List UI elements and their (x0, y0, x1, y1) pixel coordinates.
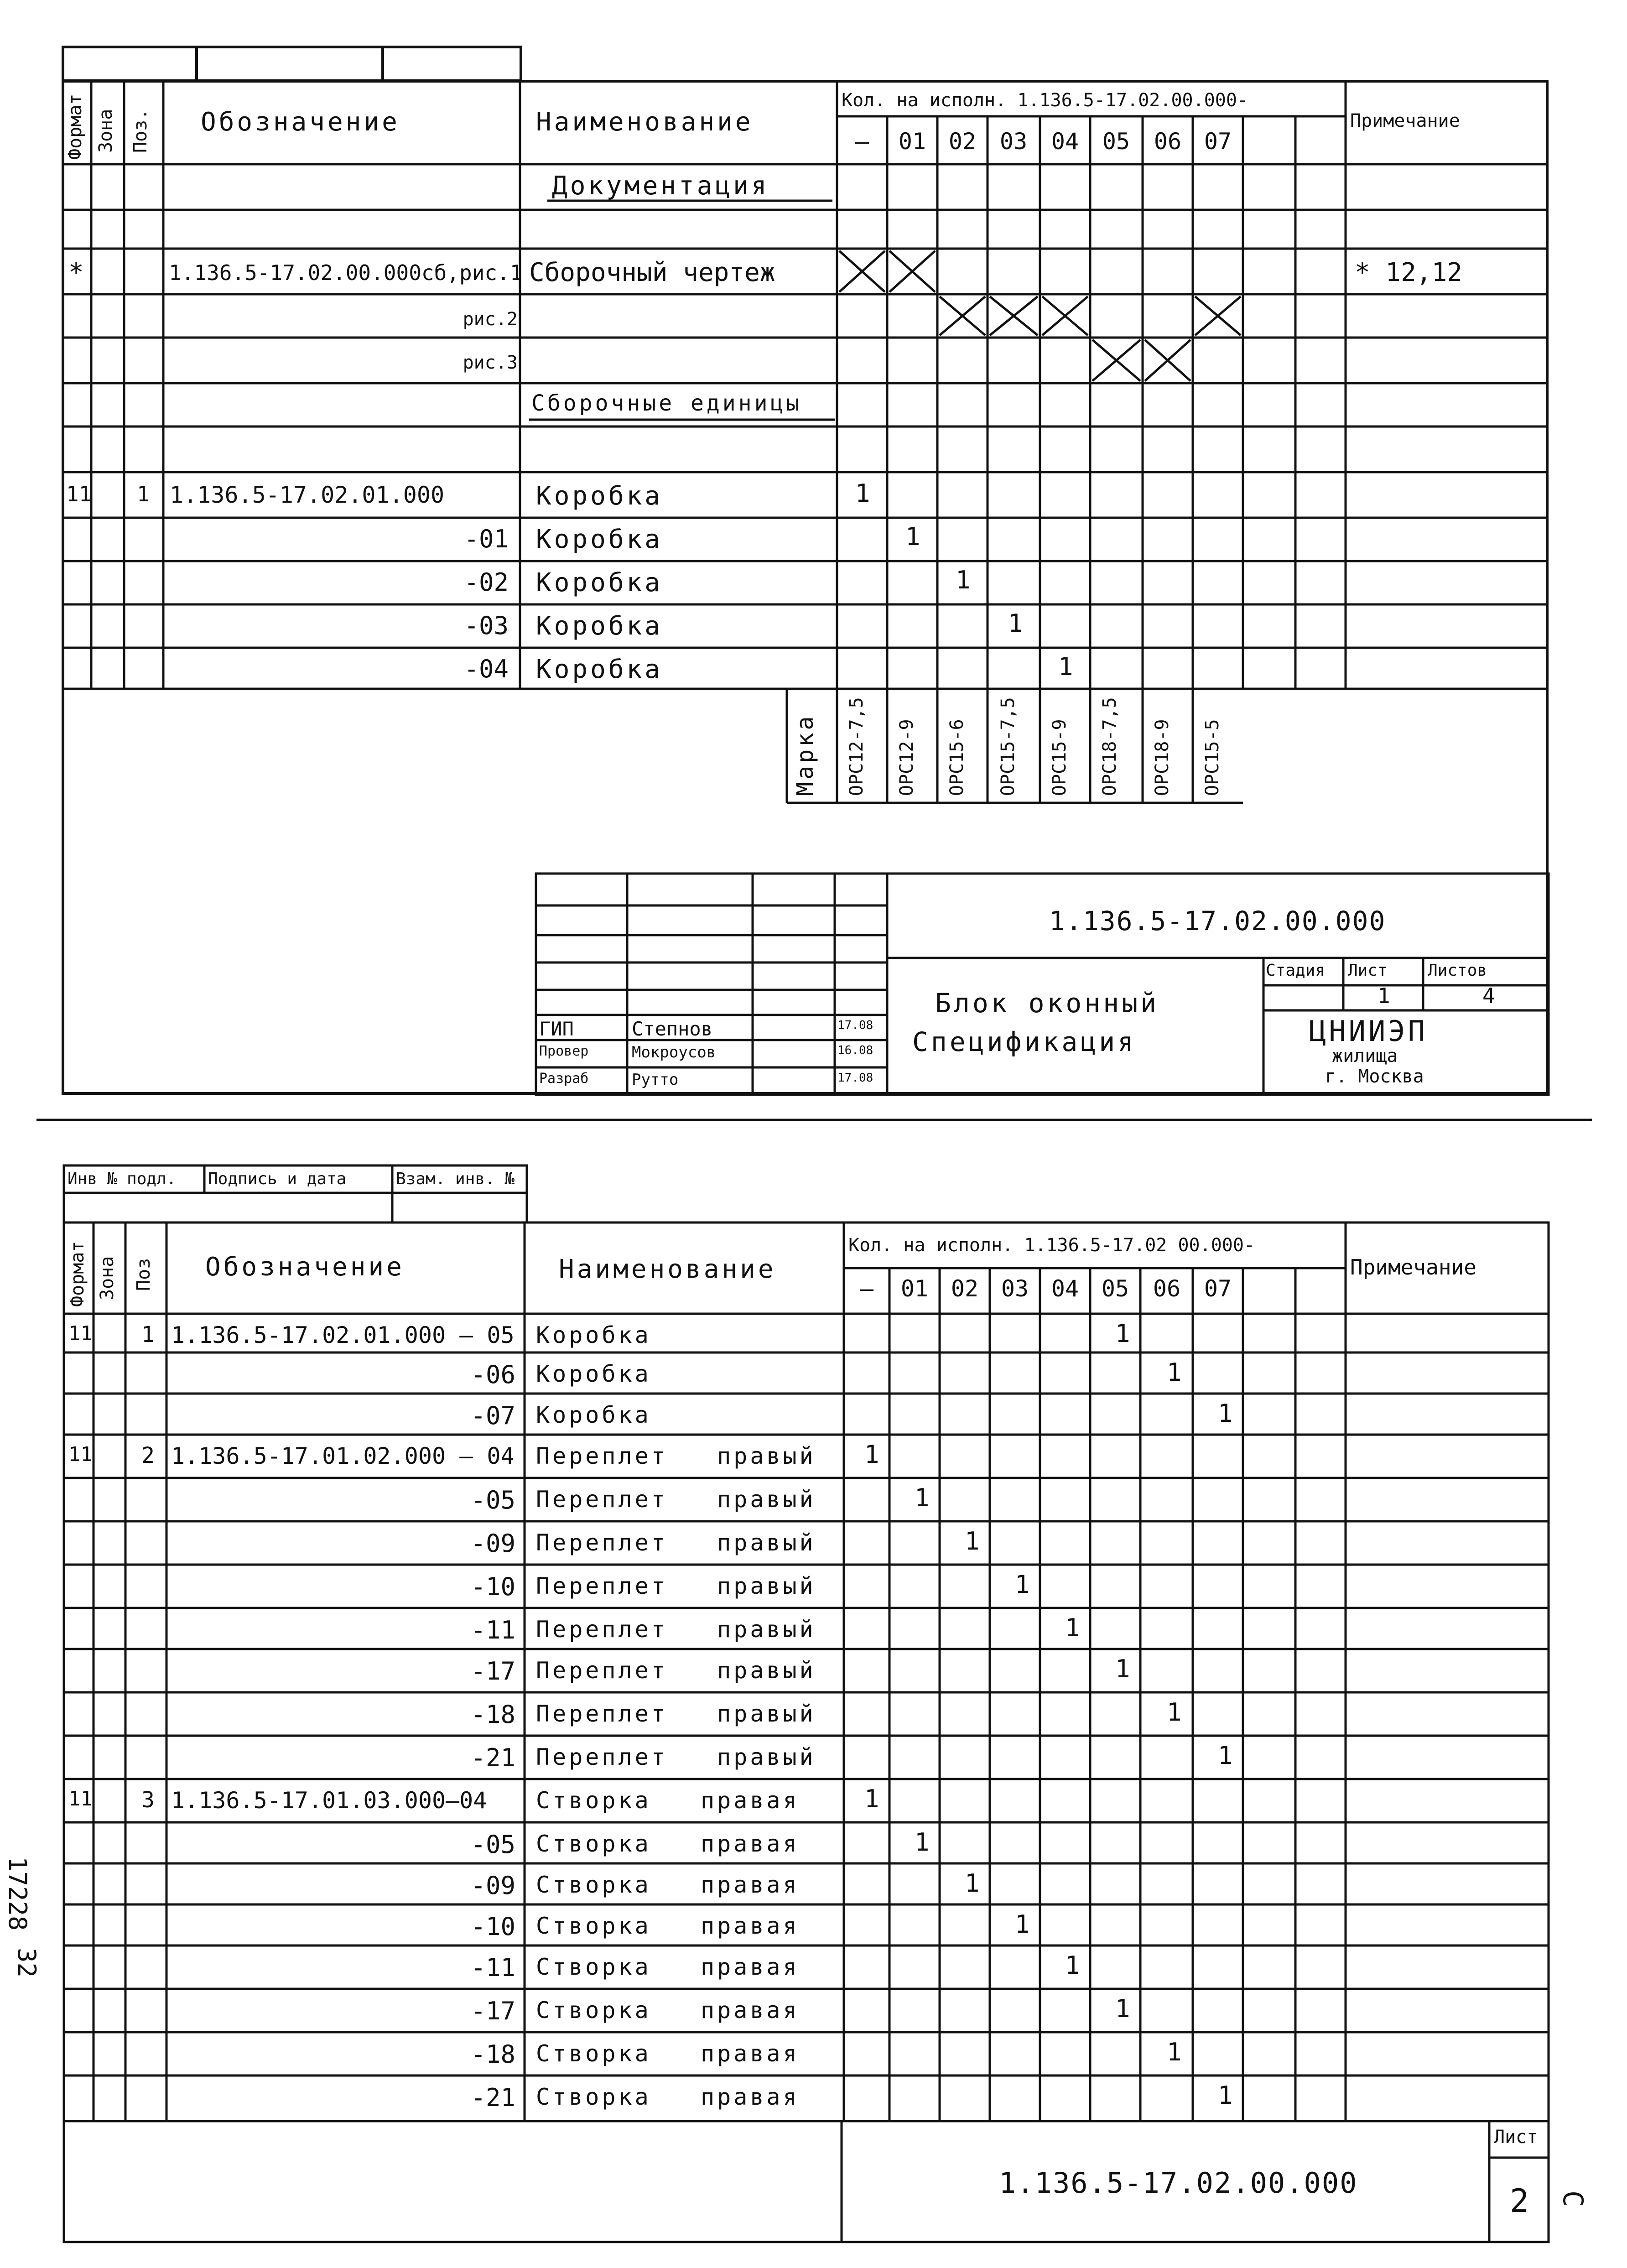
b-row-name: Коробка (536, 1402, 651, 1428)
stamp-role-1: Провер (539, 1043, 589, 1059)
b-row-qty: 1 (1065, 1951, 1080, 1980)
b-col-qty-header: Кол. на исполн. 1.136.5-17.02 00.000- (848, 1235, 1255, 1256)
marka-6: ОРС18-9 (1152, 719, 1173, 796)
b-row-designation: -09 (471, 1871, 515, 1900)
b-row-designation: -09 (471, 1529, 515, 1558)
top-qty-col-4: 04 (1051, 128, 1079, 155)
b-row-name: Створка правая (536, 2040, 800, 2067)
b-footer-code: 1.136.5-17.02.00.000 (999, 2166, 1358, 2200)
b-row-designation: 1.136.5-17.01.03.000—04 (171, 1787, 487, 1814)
b-row-name: Створка правая (536, 1872, 800, 1898)
top-row1-name: Сборочный чертеж (529, 258, 775, 287)
stamp-role-2: Разраб (539, 1071, 589, 1087)
strip-replaces-inv: Взам. инв. № (396, 1170, 515, 1188)
top-row1-format: * (68, 258, 84, 287)
section-documentation: Документация (552, 171, 769, 201)
b-row-designation: -21 (471, 2083, 515, 2112)
stamp-code: 1.136.5-17.02.00.000 (1049, 905, 1386, 936)
b-row-name: Переплет правый (536, 1657, 816, 1684)
b-row-name: Створка правая (536, 1831, 800, 1857)
marka-label: Марка (792, 713, 818, 796)
col-format-header: Формат (65, 94, 86, 160)
top-row8-designation: -04 (464, 655, 509, 683)
b-row-qty: 1 (1167, 1698, 1182, 1727)
b-row-qty: 1 (1167, 1358, 1182, 1387)
top-row8-name: Коробка (536, 655, 663, 684)
top-qty-col-5: 05 (1102, 128, 1130, 155)
b-qty-col-6: 06 (1153, 1275, 1181, 1302)
top-row4-format: 11 (66, 482, 92, 506)
b-row-qty: 1 (1065, 1613, 1080, 1642)
stamp-sheets-value: 4 (1482, 983, 1495, 1008)
stamp-sheet-value: 1 (1377, 983, 1390, 1008)
b-sheet-number: 2 (1510, 2182, 1529, 2220)
b-row-pos: 1 (141, 1322, 155, 1347)
b-qty-col-7: 07 (1204, 1275, 1232, 1302)
b-row-qty: 1 (1218, 1399, 1233, 1428)
b-row-name: Коробка (536, 1322, 651, 1348)
b-row-designation: 1.136.5-17.01.02.000 — 04 (171, 1443, 515, 1469)
b-row-qty: 1 (1115, 1994, 1130, 2023)
top-row7-designation: -03 (464, 611, 509, 640)
b-sheet-label: Лист (1494, 2127, 1538, 2148)
b-row-name: Переплет правый (536, 1529, 816, 1556)
top-row1-note: * 12,12 (1355, 258, 1463, 287)
b-row-name: Переплет правый (536, 1573, 816, 1599)
b-row-designation: -10 (471, 1572, 515, 1601)
b-row-qty: 1 (1115, 1319, 1130, 1348)
b-qty-col-3: 03 (1001, 1275, 1029, 1302)
b-row-name: Створка правая (536, 2084, 800, 2110)
top-qty-col-0: — (855, 128, 869, 155)
top-qty-col-1: 01 (898, 128, 926, 155)
top-row4-name: Коробка (536, 481, 663, 511)
b-row-qty: 1 (864, 1784, 879, 1813)
top-row6-qty: 1 (956, 566, 971, 594)
b-row-pos: 2 (141, 1443, 155, 1468)
stamp-org-1: ЦНИИЭП (1309, 1014, 1428, 1048)
stamp-role-0: ГИП (539, 1018, 574, 1040)
b-qty-col-2: 02 (951, 1275, 979, 1302)
b-row-qty: 1 (1015, 1910, 1030, 1939)
col-qty-header: Кол. на исполн. 1.136.5-17.02.00.000- (842, 90, 1248, 111)
b-row-name: Створка правая (536, 1997, 800, 2024)
b-row-designation: -21 (471, 1743, 515, 1772)
b-row-qty: 1 (1218, 2081, 1233, 2110)
marka-7: ОРС15-5 (1202, 719, 1223, 796)
top-row5-name: Коробка (536, 525, 663, 554)
b-row-designation: -11 (471, 1953, 515, 1982)
b-row-qty: 1 (864, 1440, 879, 1469)
b-row-qty: 1 (915, 1483, 930, 1512)
stamp-sheet-label: Лист (1348, 961, 1388, 980)
b-row-name: Створка правая (536, 1787, 800, 1814)
stamp-date-0: 17.08 (837, 1019, 873, 1032)
b-row-name: Переплет правый (536, 1744, 816, 1770)
col-pos-header: Поз. (130, 109, 151, 153)
top-row4-designation: 1.136.5-17.02.01.000 (170, 482, 445, 508)
marka-3: ОРС15-7,5 (998, 697, 1019, 796)
b-col-name-header: Наименование (559, 1254, 776, 1284)
section-assembly-units: Сборочные единицы (531, 390, 802, 416)
b-row-name: Переплет правый (536, 1486, 816, 1513)
b-row-designation: -11 (471, 1616, 515, 1644)
b-row-designation: -05 (471, 1486, 515, 1514)
top-row7-name: Коробка (536, 611, 663, 641)
margin-note-2: 32 (12, 1948, 41, 1978)
stamp-stage-label: Стадия (1266, 961, 1326, 980)
top-qty-col-6: 06 (1154, 128, 1182, 155)
strip-signature-date: Подпись и дата (208, 1170, 347, 1188)
b-col-pos-header: Поз (133, 1258, 154, 1291)
b-qty-col-4: 04 (1051, 1275, 1079, 1302)
stamp-title-1: Блок оконный (935, 988, 1159, 1019)
top-row3-designation: рис.3 (463, 352, 518, 373)
b-row-qty: 1 (965, 1869, 980, 1898)
b-row-designation: -18 (471, 1700, 515, 1729)
stamp-org-3: г. Москва (1325, 1066, 1424, 1087)
b-row-qty: 1 (1115, 1654, 1130, 1683)
top-row2-designation: рис.2 (463, 309, 518, 330)
b-row-format: 11 (68, 1443, 93, 1466)
stamp-person-2: Рутто (632, 1071, 679, 1089)
top-row6-name: Коробка (536, 568, 663, 598)
b-qty-col-1: 01 (900, 1275, 929, 1302)
b-col-format-header: Формат (67, 1241, 88, 1307)
b-qty-col-5: 05 (1101, 1275, 1129, 1302)
b-row-name: Створка правая (536, 1913, 800, 1939)
b-col-designation-header: Обозначение (205, 1252, 405, 1282)
top-row8-qty: 1 (1058, 652, 1073, 681)
marka-0: ОРС12-7,5 (846, 697, 867, 796)
top-row4-qty: 1 (855, 479, 870, 508)
stamp-person-1: Мокроусов (632, 1043, 716, 1061)
margin-note-1: 17228 (3, 1857, 32, 1931)
b-row-designation: -06 (471, 1360, 515, 1389)
b-row-designation: -17 (471, 1657, 515, 1685)
marka-1: ОРС12-9 (896, 719, 917, 796)
b-row-format: 11 (68, 1787, 93, 1810)
top-row5-designation: -01 (464, 525, 509, 553)
col-note-header: Примечание (1350, 110, 1460, 131)
b-col-note-header: Примечание (1350, 1255, 1476, 1280)
top-row5-qty: 1 (905, 522, 920, 551)
b-col-zone-header: Зона (97, 1256, 118, 1300)
col-designation-header: Обозначение (201, 107, 400, 137)
strip-inv-orig: Инв № подл. (68, 1170, 177, 1188)
marka-2: ОРС15-6 (946, 719, 967, 796)
b-row-designation: -07 (471, 1401, 515, 1430)
b-row-qty: 1 (965, 1527, 980, 1555)
b-row-name: Переплет правый (536, 1701, 816, 1727)
top-row1-designation: 1.136.5-17.02.00.000сб,рис.1 (169, 260, 523, 285)
top-qty-col-3: 03 (999, 128, 1028, 155)
b-row-designation: -17 (471, 1997, 515, 2025)
b-row-qty: 1 (1167, 2038, 1182, 2066)
marka-4: ОРС15-9 (1049, 719, 1070, 796)
top-qty-col-2: 02 (948, 128, 977, 155)
b-row-name: Переплет правый (536, 1443, 816, 1469)
stamp-date-2: 17.08 (837, 1071, 873, 1085)
b-side-c: С (1557, 2190, 1589, 2207)
b-row-pos: 3 (141, 1787, 155, 1813)
top-qty-col-7: 07 (1204, 128, 1232, 155)
stamp-sheets-label: Листов (1428, 961, 1487, 980)
top-row4-pos: 1 (137, 482, 150, 506)
stamp-date-1: 16.08 (837, 1044, 873, 1057)
b-row-qty: 1 (915, 1828, 930, 1857)
stamp-person-0: Степнов (632, 1018, 713, 1040)
top-row6-designation: -02 (464, 568, 509, 597)
stamp-org-2: жилища (1332, 1046, 1398, 1066)
b-row-qty: 1 (1218, 1741, 1233, 1770)
b-row-format: 11 (68, 1322, 93, 1345)
b-row-name: Коробка (536, 1361, 651, 1387)
b-row-name: Створка правая (536, 1954, 800, 1980)
col-zone-header: Зона (95, 109, 116, 153)
b-row-name: Переплет правый (536, 1616, 816, 1643)
stamp-title-2: Спецификация (912, 1026, 1137, 1057)
b-row-designation: -18 (471, 2040, 515, 2069)
col-name-header: Наименование (536, 107, 754, 137)
b-row-designation: 1.136.5-17.02.01.000 — 05 (171, 1322, 515, 1348)
b-qty-col-0: — (859, 1275, 874, 1302)
b-row-designation: -05 (471, 1830, 515, 1859)
b-row-designation: -10 (471, 1912, 515, 1941)
b-row-qty: 1 (1015, 1570, 1030, 1599)
marka-5: ОРС18-7,5 (1099, 697, 1120, 796)
top-row7-qty: 1 (1008, 609, 1023, 638)
